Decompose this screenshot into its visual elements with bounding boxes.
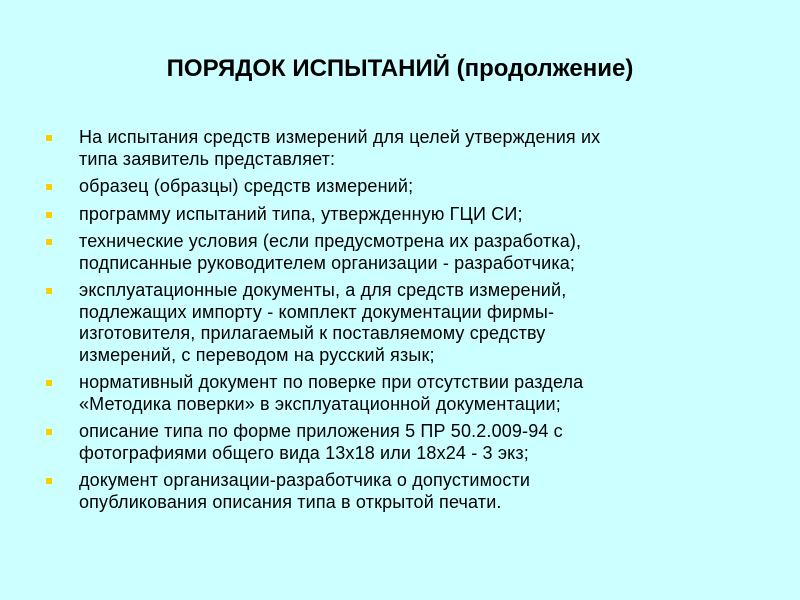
square-bullet-icon	[46, 239, 52, 245]
bullet-text: технические условия (если предусмотрена их разработка), подписанные руководителем организации - разработчика;	[79, 231, 582, 273]
bullet-text: На испытания средств измерений для целей утверждения их типа заявитель представляет:	[79, 127, 601, 169]
square-bullet-icon	[46, 135, 52, 141]
bullet-item	[46, 231, 746, 274]
bullet-text: образец (образцы) средств измерений;	[79, 176, 414, 196]
square-bullet-icon	[46, 478, 52, 484]
bullet-item	[46, 421, 746, 464]
square-bullet-icon	[46, 380, 52, 386]
bullet-text: нормативный документ по поверке при отсутствии раздела «Методика поверки» в эксплуатационной документации;	[79, 372, 584, 414]
bullet-item	[46, 470, 746, 513]
bullet-text: описание типа по форме приложения 5 ПР 50.2.009-94 с фотографиями общего вида 13х18 или 18х24 - 3 экз;	[79, 421, 563, 463]
square-bullet-icon	[46, 288, 52, 294]
square-bullet-icon	[46, 184, 52, 190]
bullet-list	[46, 127, 746, 519]
slide-title: ПОРЯДОК ИСПЫТАНИЙ (продолжение)	[166, 55, 634, 82]
bullet-item	[46, 127, 746, 170]
square-bullet-icon	[46, 212, 52, 218]
bullet-text: документ организации-разработчика о допустимости опубликования описания типа в открытой печати.	[79, 470, 531, 512]
bullet-text: программу испытаний типа, утвержденную ГЦИ СИ;	[79, 203, 523, 224]
bullet-item	[46, 176, 746, 198]
bullet-item	[46, 280, 746, 366]
bullet-item	[46, 372, 746, 415]
square-bullet-icon	[46, 429, 52, 435]
bullet-item	[46, 204, 746, 226]
bullet-text: эксплуатационные документы, а для средств измерений, подлежащих импорту - комплект документации фирмы- изготовителя, прилагаемый к поставляемому средству измерений, с переводом на русский язык;	[79, 280, 567, 365]
